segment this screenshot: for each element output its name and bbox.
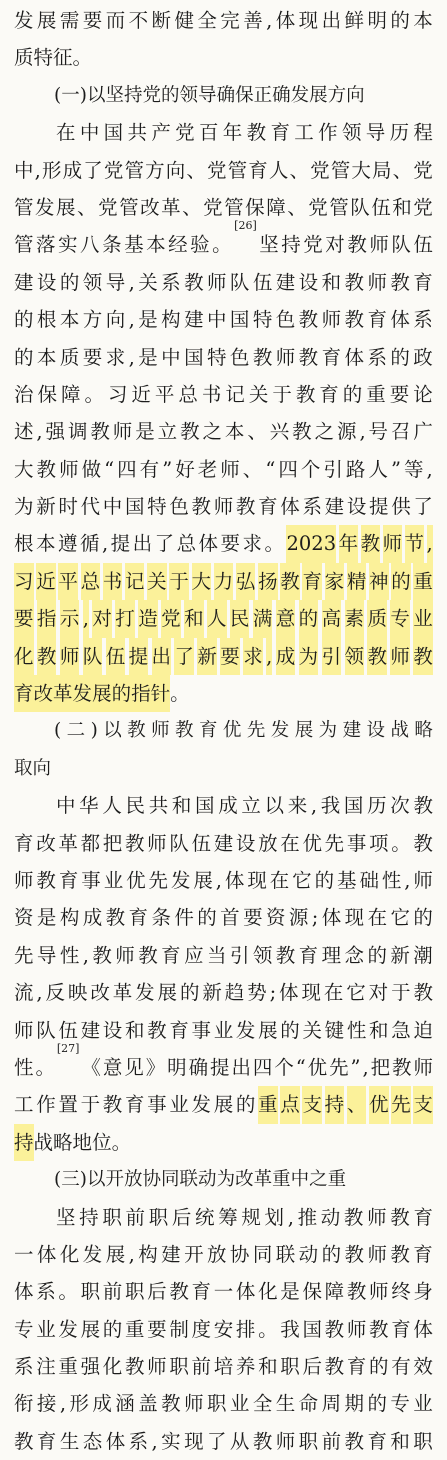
text-line: 管 落 实 八 条 基 本 经 验 。 [26] 坚 持 党 对 教 师 队 伍 [14, 226, 433, 263]
text-line: 中 , 形 成 了 党 管 方 向 、 党 管 育 人 、 党 管 大 局 、 党 [14, 158, 433, 182]
text-line: 化 教 师 队 伍 提 出 了 新 要 求 , 成 为 引 领 教 师 教 [14, 638, 433, 675]
text-line: 在 中 国 共 产 党 百 年 教 育 工 作 领 导 历 程 [56, 121, 433, 145]
text-line: 习 近 平 总 书 记 关 于 大 力 弘 扬 教 育 家 精 神 的 重 [14, 563, 433, 600]
text-line: 质 特 征 。 [14, 46, 93, 70]
section-heading: 取 向 [14, 757, 52, 779]
text-line: 建 设 的 领 导 , 关 系 教 师 队 伍 建 设 和 教 师 教 育 [14, 270, 433, 294]
citation-sup: [26] [234, 219, 257, 233]
text-line: 述 , 强 调 教 师 是 立 教 之 本 、 兴 教 之 源 , 号 召 广 [14, 420, 433, 444]
text-line: 系 注 重 强 化 教 师 职 前 培 养 和 职 后 教 育 的 有 效 [14, 1355, 433, 1379]
text-line: 的 根 本 方 向 , 是 构 建 中 国 特 色 教 师 教 育 体 系 [14, 308, 433, 332]
section-heading: ( 三 ) 以 开 放 协 同 联 动 为 改 革 重 中 之 重 [54, 1169, 347, 1191]
text-line: 教 育 生 态 体 系 , 实 现 了 从 教 师 职 前 教 育 和 职 [14, 1429, 433, 1453]
text-line: 性 。 [27] 《 意 见 》 明 确 提 出 四 个 “ 优 先 ” , 把 教 师 [14, 1049, 433, 1086]
text-line: 衔 接 , 形 成 涵 盖 教 师 职 业 全 生 命 周 期 的 专 业 [14, 1392, 433, 1416]
text-line: 大 教 师 做 “ 四 有 ” 好 老 师 、 “ 四 个 引 路 人 ” 等 , [14, 457, 433, 481]
text-line: 发 展 需 要 而 不 断 健 全 完 善 , 体 现 出 鲜 明 的 本 [14, 9, 433, 32]
text-line: 体 系 。 职 前 职 后 教 育 一 体 化 是 保 障 教 师 终 身 [14, 1280, 433, 1304]
text-line: 专 业 发 展 的 重 要 制 度 安 排 。 我 国 教 师 教 育 体 [14, 1317, 433, 1341]
text-line: 持 战 略 地 位 。 [14, 1124, 433, 1161]
text-line: 先 导 性 , 教 师 教 育 应 当 引 领 教 育 理 念 的 新 潮 [14, 943, 433, 967]
text-line: 一 体 化 发 展 , 构 建 开 放 协 同 联 动 的 教 师 教 育 [14, 1242, 433, 1266]
section-heading: ( 二 ) 以 教 师 教 育 优 先 发 展 为 建 设 战 略 [54, 720, 433, 742]
text-line: 师 队 伍 建 设 和 教 育 事 业 发 展 的 关 键 性 和 急 迫 [14, 1018, 433, 1042]
text-line: 治 保 障 。 习 近 平 总 书 记 关 于 教 育 的 重 要 论 [14, 382, 433, 406]
text-line: 的 本 质 要 求 , 是 中 国 特 色 教 师 教 育 体 系 的 政 [14, 345, 433, 369]
text-line: 中 华 人 民 共 和 国 成 立 以 来 , 我 国 历 次 教 [56, 794, 433, 818]
section-heading: ( 一 ) 以 坚 持 党 的 领 导 确 保 正 确 发 展 方 向 [54, 84, 365, 106]
text-line: 为 新 时 代 中 国 特 色 教 师 教 育 体 系 建 设 提 供 了 [14, 495, 433, 519]
text-line: 管 发 展 、 党 管 改 革 、 党 管 保 障 、 党 管 队 伍 和 党 [14, 195, 433, 219]
text-line: 根 本 遵 循 , 提 出 了 总 体 要 求 。 2023 年 教 师 节 , [14, 525, 433, 562]
text-line: 师 教 育 事 业 优 先 发 展 , 体 现 在 它 的 基 础 性 , 师 [14, 868, 433, 892]
text-line: 工 作 置 于 教 育 事 业 发 展 的 重 点 支 持 、 优 先 支 [14, 1086, 433, 1123]
text-line: 流 , 反 映 改 革 发 展 的 新 趋 势 ; 体 现 在 它 对 于 教 [14, 981, 433, 1005]
text-line: 育 改 革 发 展 的 指 针 。 [14, 675, 433, 712]
text-line: 育 改 革 都 把 教 师 队 伍 建 设 放 在 优 先 事 项 。 教 [14, 831, 433, 855]
citation-sup: [27] [56, 1041, 80, 1055]
text-line: 资 是 构 成 教 育 条 件 的 首 要 资 源 ; 体 现 在 它 的 [14, 906, 433, 930]
text-line: 坚 持 职 前 职 后 统 筹 规 划 , 推 动 教 师 教 育 [56, 1205, 433, 1229]
text-line: 要 指 示 , 对 打 造 党 和 人 民 满 意 的 高 素 质 专 业 [14, 600, 433, 637]
